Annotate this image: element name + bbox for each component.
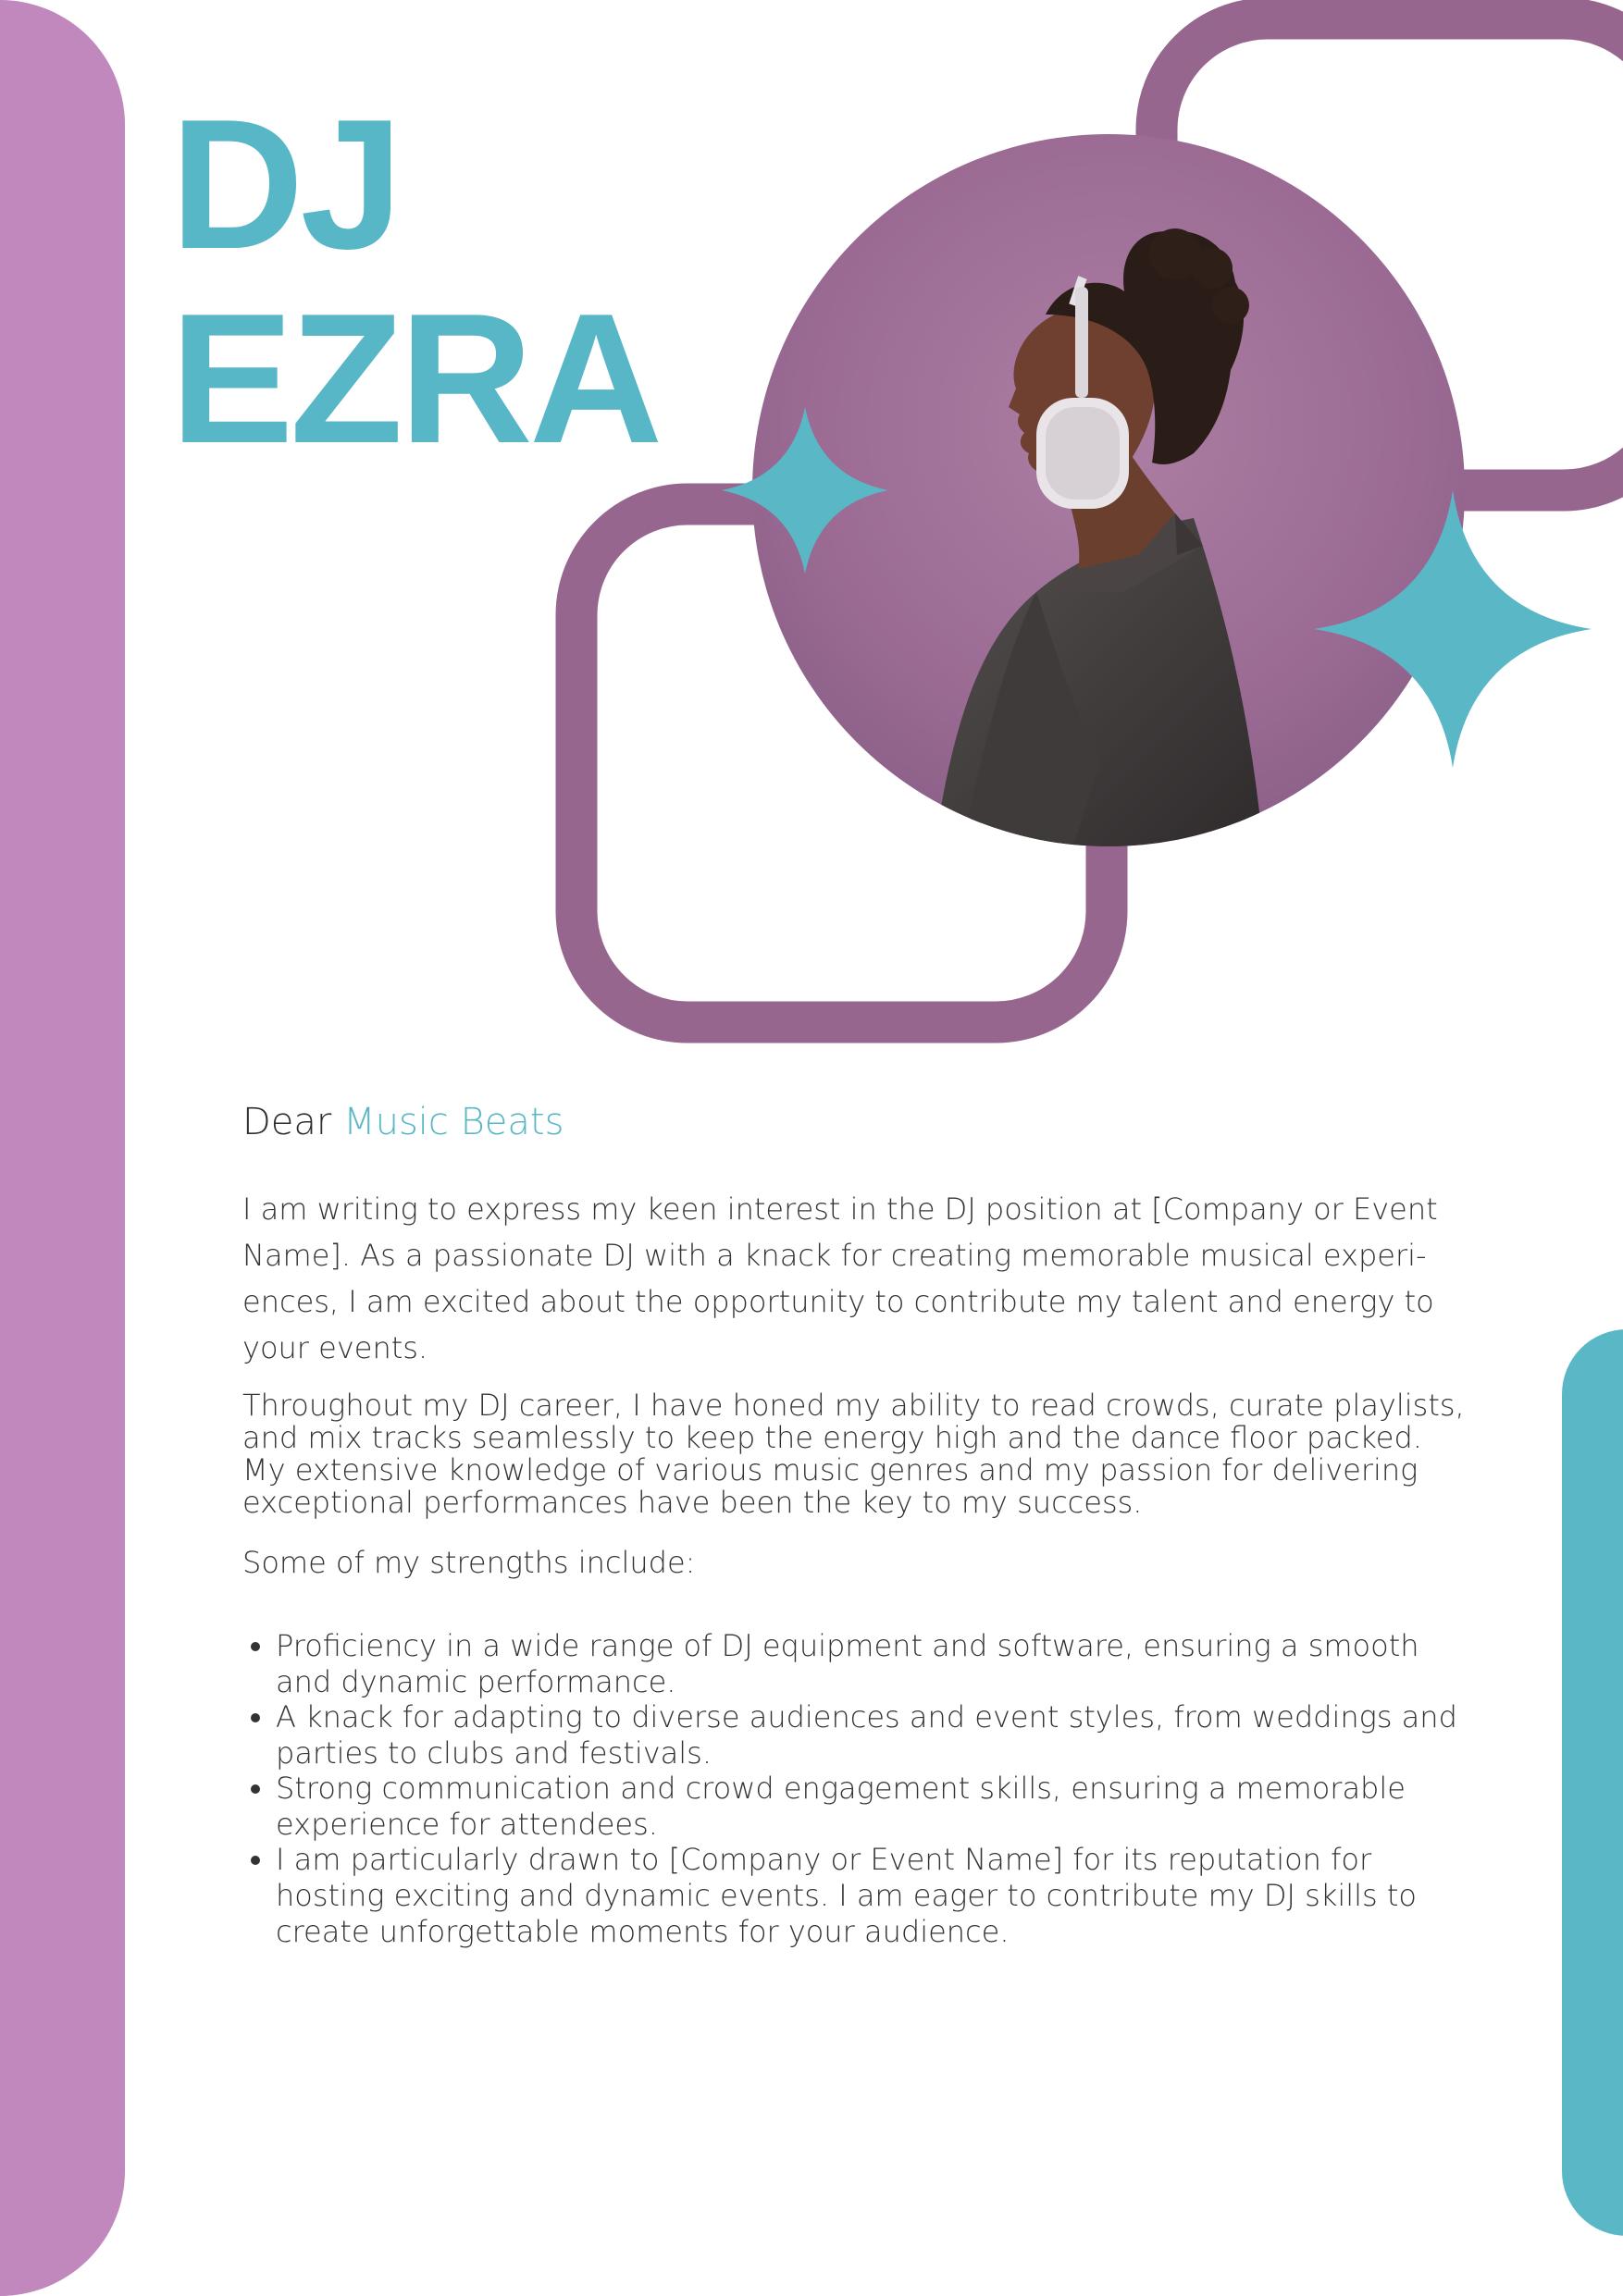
title-line-dj: DJ [170, 81, 400, 288]
greeting-word: Dear [242, 1101, 332, 1143]
right-teal-bar [1562, 1329, 1623, 2236]
paragraph-intro: I am writing to express my keen interest in the DJ position at [Company or Event Name]. As a passionate DJ with a knack for creating memorable musical experiences, I am excited about the opportunity to contribute my talent and energy to your events. [242, 1191, 1438, 1365]
cover-letter [242, 1092, 1473, 1949]
strengths-list [242, 1628, 1473, 1950]
title-line-ezra: EZRA [170, 276, 660, 482]
recipient-name: Music Beats [343, 1101, 564, 1143]
strength-item: • A knack for adapting to diverse audiences and event styles, from weddings and parties to clubs and festivals. [276, 1699, 1473, 1771]
strength-item: • Proficiency in a wide range of DJ equipment and software, ensuring a smooth and dynamic performance. [276, 1628, 1473, 1700]
paragraph-career: Throughout my DJ career, I have honed my ability to read crowds, curate playlists, and mix tracks seamlessly to keep the energy high and the dance floor packed. My extensive knowledge of various music genres and my passion for delivering exceptional performances have been the key to my success. [242, 1388, 1465, 1520]
strengths-intro: Some of my strengths include: [242, 1545, 696, 1580]
strength-item: • I am particularly drawn to [Company or Event Name] for its reputation for hosting exciting and dynamic events. I am eager to contribute my DJ skills to create unforgettable moments for your audience. [276, 1842, 1473, 1950]
greeting [242, 1092, 1473, 1153]
portrait-graphic [0, 0, 1623, 1055]
strength-item: • Strong communication and crowd engagement skills, ensuring a memorable experience for attendees. [276, 1771, 1473, 1843]
